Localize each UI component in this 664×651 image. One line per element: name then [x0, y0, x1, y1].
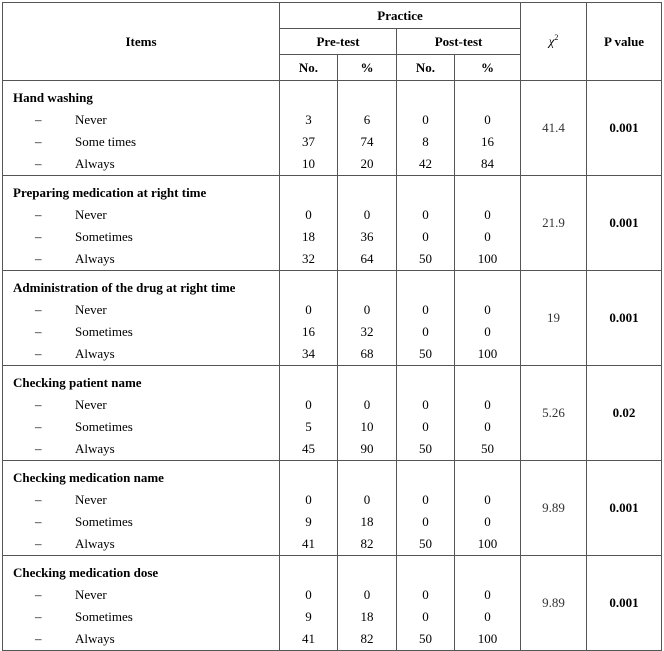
value: 100: [477, 346, 498, 361]
option-line: [13, 226, 279, 248]
option-label: Always: [75, 346, 115, 361]
value: 20: [360, 156, 374, 171]
p-value: 0.001: [587, 176, 662, 271]
option-line: [13, 416, 279, 438]
value: 36: [360, 229, 374, 244]
cell-pre-no: [280, 176, 338, 271]
chi-square-value: 5.26: [521, 366, 587, 461]
cell-post-pct: [455, 556, 521, 651]
cell-pre-pct: [338, 461, 397, 556]
dash-bullet: –: [35, 631, 42, 646]
value: 0: [363, 397, 371, 412]
value: 0: [422, 492, 429, 507]
value: 0: [363, 492, 371, 507]
value: 16: [481, 134, 495, 149]
item-title: Administration of the drug at right time: [13, 280, 236, 295]
header-pre-test: Pre-test: [280, 29, 397, 55]
table-row: [3, 556, 662, 651]
value: 45: [302, 441, 315, 456]
value: 0: [305, 207, 312, 222]
table-row: [3, 366, 662, 461]
value: 18: [360, 609, 374, 624]
value: 0: [484, 419, 491, 434]
value: 0: [422, 112, 429, 127]
cell-pre-pct: [338, 271, 397, 366]
value: 0: [484, 609, 491, 624]
option-label: Never: [75, 112, 107, 127]
item-cell: [3, 366, 280, 461]
value: 8: [422, 134, 429, 149]
item-title: Checking medication name: [13, 470, 164, 485]
value: 50: [481, 441, 495, 456]
option-line: [13, 511, 279, 533]
value: 0: [422, 324, 429, 339]
dash-bullet: –: [35, 587, 42, 602]
value: 100: [477, 631, 498, 646]
option-line: [13, 153, 279, 175]
option-line: [13, 489, 279, 511]
cell-post-pct: [455, 81, 521, 176]
option-label: Some times: [75, 134, 137, 149]
p-value: 0.001: [587, 556, 662, 651]
header-items: Items: [3, 3, 280, 81]
dash-bullet: –: [35, 112, 42, 127]
dash-bullet: –: [35, 346, 42, 361]
value: 41: [302, 631, 315, 646]
cell-pre-pct: [338, 556, 397, 651]
option-line: [13, 321, 279, 343]
option-line: [13, 299, 279, 321]
value: 50: [419, 631, 432, 646]
value: 6: [363, 112, 371, 127]
option-line: [13, 204, 279, 226]
option-line: [13, 606, 279, 628]
option-label: Never: [75, 397, 107, 412]
value: 18: [302, 229, 315, 244]
option-line: [13, 248, 279, 270]
dash-bullet: –: [35, 229, 42, 244]
cell-pre-pct: [338, 176, 397, 271]
option-label: Never: [75, 302, 107, 317]
chi-superscript: 2: [554, 33, 559, 43]
value: 0: [363, 302, 371, 317]
value: 16: [302, 324, 315, 339]
item-title: Checking medication dose: [13, 565, 159, 580]
dash-bullet: –: [35, 207, 42, 222]
option-label: Sometimes: [75, 419, 133, 434]
value: 0: [484, 587, 491, 602]
item-cell: [3, 271, 280, 366]
value: 100: [477, 251, 498, 266]
cell-pre-no: [280, 366, 338, 461]
value: 64: [360, 251, 374, 266]
dash-bullet: –: [35, 514, 42, 529]
option-label: Always: [75, 631, 115, 646]
cell-post-no: [397, 556, 455, 651]
cell-post-no: [397, 271, 455, 366]
cell-post-pct: [455, 176, 521, 271]
value: 68: [360, 346, 374, 361]
table-row: [3, 81, 662, 176]
value: 82: [360, 536, 374, 551]
option-label: Sometimes: [75, 229, 133, 244]
item-cell: [3, 556, 280, 651]
option-line: [13, 438, 279, 460]
cell-post-no: [397, 176, 455, 271]
value: 84: [481, 156, 495, 171]
option-label: Sometimes: [75, 609, 133, 624]
dash-bullet: –: [35, 419, 42, 434]
header-p-value: P value: [587, 3, 662, 81]
option-label: Always: [75, 536, 115, 551]
dash-bullet: –: [35, 441, 42, 456]
option-label: Never: [75, 587, 107, 602]
option-line: [13, 343, 279, 365]
option-label: Sometimes: [75, 324, 133, 339]
value: 32: [360, 324, 374, 339]
value: 0: [305, 302, 312, 317]
dash-bullet: –: [35, 134, 42, 149]
chi-square-value: 21.9: [521, 176, 587, 271]
dash-bullet: –: [35, 156, 42, 171]
value: 0: [422, 609, 429, 624]
item-cell: [3, 176, 280, 271]
dash-bullet: –: [35, 397, 42, 412]
header-pre-pct: %: [338, 55, 397, 81]
dash-bullet: –: [35, 251, 42, 266]
value: 9: [305, 609, 312, 624]
cell-pre-no: [280, 461, 338, 556]
header-post-pct: %: [455, 55, 521, 81]
value: 42: [419, 156, 432, 171]
value: 50: [419, 346, 432, 361]
option-label: Never: [75, 492, 107, 507]
value: 0: [305, 397, 312, 412]
option-label: Sometimes: [75, 514, 133, 529]
item-cell: [3, 81, 280, 176]
value: 82: [360, 631, 374, 646]
chi-square-value: 41.4: [521, 81, 587, 176]
value: 0: [484, 324, 491, 339]
header-pre-no: No.: [280, 55, 338, 81]
dash-bullet: –: [35, 536, 42, 551]
value: 74: [360, 134, 374, 149]
value: 90: [360, 441, 374, 456]
table-row: [3, 461, 662, 556]
p-value: 0.001: [587, 271, 662, 366]
item-title: Preparing medication at right time: [13, 185, 207, 200]
value: 100: [477, 536, 498, 551]
value: 10: [302, 156, 315, 171]
value: 0: [422, 587, 429, 602]
value: 0: [484, 207, 491, 222]
cell-pre-pct: [338, 366, 397, 461]
value: 3: [305, 112, 312, 127]
dash-bullet: –: [35, 302, 42, 317]
value: 0: [484, 229, 491, 244]
value: 0: [484, 112, 491, 127]
p-value: 0.001: [587, 461, 662, 556]
option-line: [13, 131, 279, 153]
dash-bullet: –: [35, 492, 42, 507]
value: 0: [422, 419, 429, 434]
header-post-no: No.: [397, 55, 455, 81]
item-title: Hand washing: [13, 90, 93, 105]
header-chi-square: [521, 3, 587, 81]
chi-square-value: 9.89: [521, 461, 587, 556]
value: 0: [484, 302, 491, 317]
header-practice: Practice: [280, 3, 521, 29]
cell-pre-no: [280, 556, 338, 651]
cell-post-no: [397, 461, 455, 556]
option-line: [13, 394, 279, 416]
value: 50: [419, 441, 432, 456]
table-row: [3, 176, 662, 271]
chi-square-value: 9.89: [521, 556, 587, 651]
value: 0: [363, 207, 371, 222]
value: 0: [422, 207, 429, 222]
value: 9: [305, 514, 312, 529]
cell-pre-pct: [338, 81, 397, 176]
option-label: Always: [75, 251, 115, 266]
cell-post-no: [397, 81, 455, 176]
header-post-test: Post-test: [397, 29, 521, 55]
p-value: 0.001: [587, 81, 662, 176]
option-label: Always: [75, 156, 115, 171]
value: 0: [305, 492, 312, 507]
value: 5: [305, 419, 312, 434]
p-value: 0.02: [587, 366, 662, 461]
cell-pre-no: [280, 271, 338, 366]
chi-square-value: 19: [521, 271, 587, 366]
value: 0: [484, 397, 491, 412]
value: 50: [419, 251, 432, 266]
value: 0: [305, 587, 312, 602]
value: 37: [302, 134, 315, 149]
item-title: Checking patient name: [13, 375, 142, 390]
value: 0: [484, 492, 491, 507]
cell-post-no: [397, 366, 455, 461]
option-label: Always: [75, 441, 115, 456]
option-line: [13, 628, 279, 650]
dash-bullet: –: [35, 609, 42, 624]
option-line: [13, 109, 279, 131]
table-row: [3, 271, 662, 366]
value: 18: [360, 514, 374, 529]
value: 34: [302, 346, 315, 361]
cell-post-pct: [455, 366, 521, 461]
value: 32: [302, 251, 315, 266]
item-cell: [3, 461, 280, 556]
value: 50: [419, 536, 432, 551]
value: 0: [363, 587, 371, 602]
value: 0: [422, 229, 429, 244]
value: 0: [422, 514, 429, 529]
cell-post-pct: [455, 271, 521, 366]
cell-pre-no: [280, 81, 338, 176]
option-line: [13, 584, 279, 606]
option-line: [13, 533, 279, 555]
value: 0: [422, 302, 429, 317]
cell-post-pct: [455, 461, 521, 556]
practice-table: [2, 2, 662, 651]
dash-bullet: –: [35, 324, 42, 339]
value: 0: [422, 397, 429, 412]
chi-symbol: χ: [548, 33, 555, 49]
value: 41: [302, 536, 315, 551]
value: 10: [360, 419, 374, 434]
value: 0: [484, 514, 491, 529]
option-label: Never: [75, 207, 107, 222]
